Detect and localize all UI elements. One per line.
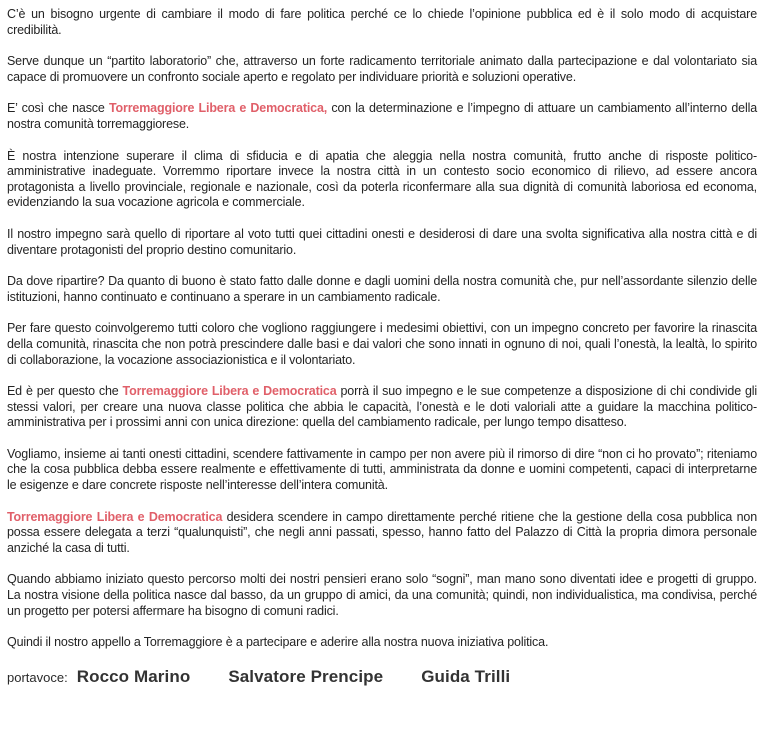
- paragraph-text: Quando abbiamo iniziato questo percorso molti dei nostri pensieri erano solo “sogni”, man mano sono diventati idee e progetti di gruppo. La nostra visione della politica nasce dal basso, da un gruppo di amici, da una comunità; quindi, non individualistica, ma condivisa, perché un progetto per potersi affermare ha bisogno di comuni radici.: [7, 572, 757, 618]
- paragraph-text: Quindi il nostro appello a Torremaggiore è a partecipare e aderire alla nostra nuova iniziativa politica.: [7, 635, 549, 650]
- spokesperson-label: portavoce:: [7, 669, 68, 685]
- paragraph-scendere-direttamente: [7, 510, 757, 557]
- spokesperson-name: Guida Trilli: [421, 666, 511, 686]
- paragraph-text: È nostra intenzione superare il clima di sfiducia e di apatia che aleggia nella nostra comunità, frutto anche di risposte politico-amministrative inadeguate. Vorremmo riportare invece la nostra città in un contesto socio economico di rilievo, ad essere ancora protagonista a livello provinciale, regionale e nazionale, così da poterla riconfermare alla sua dignità di comunità laboriosa ed economa, evidenziando la sua vocazione agricola e commerciale.: [7, 148, 757, 210]
- paragraph-intenzione-superare: [7, 149, 757, 211]
- spokesperson-name: Rocco Marino: [76, 666, 191, 686]
- paragraph-da-dove-ripartire: [7, 274, 757, 305]
- paragraph-text: Il nostro impegno sarà quello di riportare al voto tutti quei cittadini onesti e desiderosi di dare una svolta significativa alla nostra città e di diventare protagonisti del proprio destino comunitario.: [7, 226, 757, 257]
- paragraph-text: C’è un bisogno urgente di cambiare il modo di fare politica perché ce lo chiede l’opinione pubblica ed è il solo modo di acquistare credibilità.: [7, 7, 757, 37]
- paragraph-text: con la determinazione e l’impegno di attuare un cambiamento all’interno della nostra comunità torremaggiorese.: [7, 101, 757, 131]
- paragraph-coinvolgimento: [7, 321, 757, 368]
- paragraph-partito-laboratorio: [7, 54, 757, 85]
- paragraph-text: Da dove ripartire? Da quanto di buono è stato fatto dalle donne e dagli uomini della nostra comunità che, pur nell’assordante silenzio delle istituzioni, hanno continuato e continuano a sperare in un cambiamento radicale.: [7, 274, 757, 304]
- paragraph-sogni-progetti: [7, 572, 757, 619]
- brand-name-accent: Torremaggiore Libera e Democratica: [7, 509, 223, 524]
- paragraph-text: Ed è per questo che: [7, 384, 123, 399]
- paragraph-nascita-movimento: [7, 101, 757, 132]
- paragraph-competenze: [7, 384, 757, 431]
- paragraph-vogliamo-scendere: [7, 447, 757, 494]
- brand-name-accent: Torremaggiore Libera e Democratica: [122, 384, 337, 399]
- brand-name-accent: Torremaggiore Libera e Democratica,: [108, 101, 328, 116]
- paragraph-text: Serve dunque un “partito laboratorio” che, attraverso un forte radicamento territoriale animato dalla partecipazione e dal volontariato sia capace di promuovere un confronto sociale aperto e regolato per individuare priorità e soluzioni operative.: [7, 54, 757, 84]
- paragraph-text: E’ così che nasce: [7, 101, 109, 116]
- paragraph-text: porrà il suo impegno e le sue competenze a disposizione di chi condivide gli stessi valori, per creare una nuova classe politica che abbia le capacità, l’onestà e le doti valoriali atte a guidare la macchina politico-amministrativa per i prossimi anni con unica direzione: quella del cambiamento radicale, per lungo tempo disatteso.: [7, 384, 758, 430]
- paragraph-text: Per fare questo coinvolgeremo tutti coloro che vogliono raggiungere i medesimi obiettivi, con un impegno concreto per favorire la rinascita della comunità, rinascita che non potrà prescindere dalle basi e dai valori che sono innati in ognuno di noi, quali l’onestà, la lealtà, lo spirito di collaborazione, la vocazione associazionistica e il volontariato.: [7, 321, 757, 367]
- paragraph-appello-finale: [7, 635, 757, 651]
- signature-line: [7, 667, 757, 687]
- paragraph-text: desidera scendere in campo direttamente perché ritiene che la gestione della cosa pubblica non possa essere delegata a terzi “qualunquisti”, che negli anni passati, spesso, hanno fatto del Palazzo di Città la propria dimora personale anziché la casa di tutti.: [7, 509, 757, 555]
- paragraph-text: Vogliamo, insieme ai tanti onesti cittadini, scendere fattivamente in campo per non avere più il rimorso di dire “non ci ho provato”; riteniamo che la cosa pubblica debba essere realmente e effettivamente di tutti, amministrata da donne e uomini competenti, capaci di interpretarne le esigenze e dare concrete risposte nell’interesse dell’intera comunità.: [7, 446, 757, 493]
- paragraph-intro-credibility: [7, 7, 757, 38]
- spokesperson-name: Salvatore Prencipe: [228, 666, 384, 686]
- paragraph-impegno-voto: [7, 227, 757, 258]
